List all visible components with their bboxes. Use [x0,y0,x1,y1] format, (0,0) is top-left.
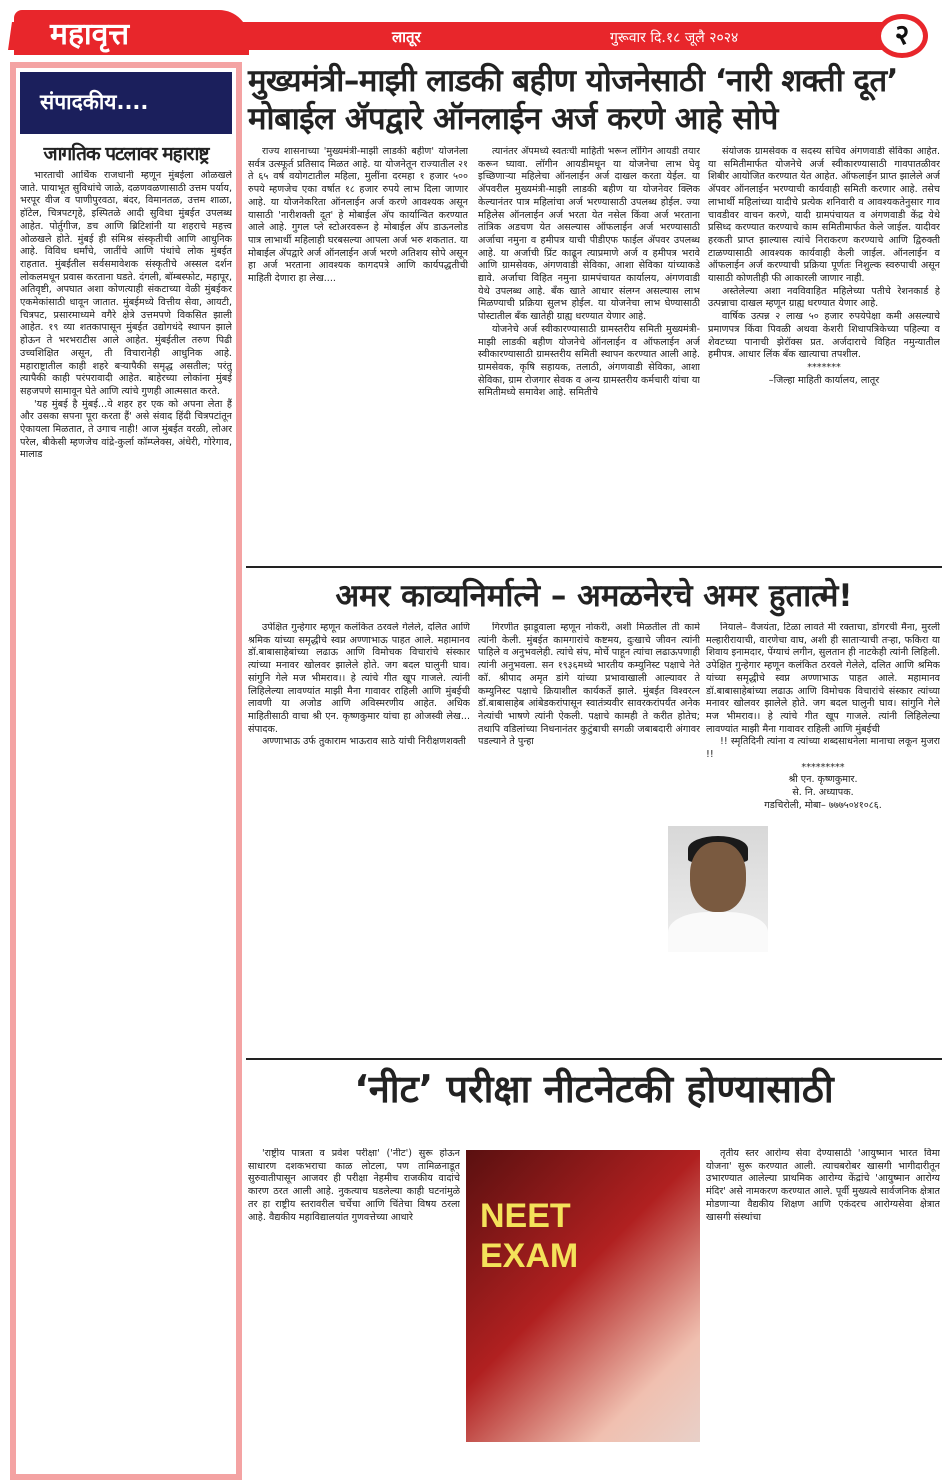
paragraph: नियाले– वैजयंता, टिळा लावते मी रक्ताचा, डोंगरची मैना, मुरली मल्हारीरायाची, वारणेचा वाघ, अशी ही साताऱ्याची तऱ्हा, फकिरा या शिवाय इनामदार, पेंग्याचं लगीन, सुलतान ही नाटकेही त्यांनी लिहिली. उपेक्षित गुन्हेगार म्हणून कलंकित ठरवले गेलेले, दलित आणि श्रमिक यांच्या समृद्धीचे स्वप्न अण्णाभाऊ पाहत आले. महामानव डॉ.बाबासाहेबांच्या लढाऊ आणि विमोचक विचारांचे संस्कार त्यांच्या मनावर खोलवर झालेले होते. जग बदल घालुनी घाव। सांगुनि गेले मज भीमराव।। हे त्यांचे गीत खूप गाजले. त्यांनी लिहिलेल्या लावण्यांत माझी मैना गावावर राहिली आणि मुंबईची [706,622,940,735]
divider [246,1058,942,1060]
photo-caption: EXAM [480,1237,579,1275]
paragraph: वार्षिक उत्पन्न २ लाख ५० हजार रुपयेपेक्षा कमी असल्याचे प्रमाणपत्र किंवा पिवळी अथवा केशरी शिधापत्रिकेच्या पहिल्या व शेवटच्या पानाची झेरॉक्स प्रत. अर्जदाराचे विहित नमुन्यातील हमीपत्र. आधार लिंक बँक खात्याचा तपशील. [708,311,940,361]
paragraph: गिरणीत झाडूवाला म्हणून नोकरी, अशी मिळतील ती कामे त्यांनी केली. मुंबईत कामगारांचे कष्टमय, दुःखाचे जीवन त्यांनी पाहिले व अनुभवलेही. त्यांचे संप, मोर्चे पाहून त्यांचा लढाऊपणाही त्यांनी अनुभवला. सन १९३६मध्ये भारतीय कम्युनिस्ट पक्षाचे नेते कॉ. श्रीपाद अमृत डांगे यांच्या प्रभावाखाली आल्यावर ते कम्युनिस्ट पक्षाचे क्रियाशील कार्यकर्ते झाले. मुंबईत विश्वरत्न डॉ.बाबासाहेब आंबेडकरांपासून स्वातंत्र्यवीर सावरकरांपर्यंत अनेक नेत्यांची भाषणे त्यांनी ऐकली. पक्षाचे कामही ते करीत होतेच; तथापि वडिलांच्या निधनानंतर कुटुंबाची सगळी जबाबदारी अंगावर पडल्याने ते पुन्हा [478,622,700,748]
paragraph: 'यह मुंबई है मुंबई...ये शहर हर एक को अपना लेता हैं और उसका सपना पूरा करता हैं' असे संवाद हिंदी चित्रपटांतून ऐकायला मिळतात, ते उगाच नाही! आज मुंबईत वरळी, लोअर परेल, बीकेसी म्हणजेच वांद्रे-कुर्ला कॉम्प्लेक्स, अंधेरी, गोरेगाव, मालाड [20,398,232,461]
article3-col1 [248,1148,460,1480]
editorial-label: संपादकीय.... [20,72,232,134]
edition-city: लातूर [392,28,421,46]
paragraph: उपेक्षित गुन्हेगार म्हणून कलंकित ठरवले गेलेले, दलित आणि श्रमिक यांच्या समृद्धीचे स्वप्न अण्णाभाऊ पाहत आले. महामानव डॉ.बाबासाहेबांच्या लढाऊ आणि विमोचक विचारांचे संस्कार त्यांच्या मनावर खोलवर झालेले होते. जग बदल घालुनी घाव। सांगुनि गेले मज भीमराव।। हे त्यांचे गीत खूप गाजले. त्यांनी लिहिलेल्या लावण्यांत माझी मैना गावावर राहिली आणि मुंबईची लावणी या अजोड आणि अविस्मरणीय आहेत. अधिक माहितीसाठी वाचा श्री एन. कृष्णकुमार यांचा हा ओजस्वी लेख... संपादक. [248,622,470,735]
paragraph: योजनेचे अर्ज स्वीकारण्यासाठी ग्रामस्तरीय समिती मुख्यमंत्री-माझी लाडकी बहीण योजनेचे ऑनलाईन व ऑफलाईन अर्ज स्वीकारण्यासाठी ग्रामस्तरीय समिती स्थापन करण्यात आली आहे. ग्रामसेवक, कृषि सहायक, तलाठी, अंगणवाडी सेविका, आशा सेविका, ग्राम रोजगार सेवक व अन्य ग्रामस्तरीय कर्मचारी यांचा या समितीमध्ये समावेश आहे. समितीचे [478,323,700,399]
paragraph: त्यानंतर ॲपमध्ये स्वतःची माहिती भरून लॉगिन आयडी तयार करून घ्यावा. लॉगीन आयडीमधून या योजनेचा लाभ घेवू इच्छिणाऱ्या महिलेचा ऑनलाईन अर्ज दाखल करता येईल. या ॲपवरील मुख्यमंत्री-माझी लाडकी बहीण या योजनेवर क्लिक केल्यानंतर पात्र महिलांचा अर्ज भरण्यासाठी उपलब्ध होईल. ज्या महिलेस ऑनलाईन अर्ज भरता येत नसेल किंवा अर्ज भरताना तांत्रिक अडचण येत असल्यास ऑफलाईन अर्ज भरण्यासाठी अर्जाचा नमुना व हमीपत्र याची पीडीएफ फाईल ॲपवर उपलब्ध आहे. या अर्जाची प्रिंट काढून त्याप्रमाणे अर्ज व हमीपत्र भरावे आणि ग्रामसेवक, अंगणवाडी सेविका, आशा सेविका यांच्याकडे द्यावे. अर्जाचा विहित नमुना ग्रामपंचायत कार्यालय, अंगणवाडी येथे उपलब्ध आहे. बँक खाते आधार संलग्न असल्यास लाभ मिळण्याची प्रक्रिया सुलभ होईल. या योजनेचा लाभ घेण्यासाठी पोस्टातील बँक खातेही ग्राह्य धरण्यात येणार आहे. [478,146,700,323]
neet-exam-photo [466,1150,700,1442]
article2-col1 [248,622,470,1052]
newspaper-logo: महावृत्त [50,17,130,52]
article3-col2 [706,1148,940,1480]
headline-article1: मुख्यमंत्री–माझी लाडकी बहीण योजनेसाठी ‘नारी शक्ती दूत’ मोबाईल ॲपद्वारे ऑनलाईन अर्ज करणे आहे सोपे [248,63,898,137]
article2-col3 [706,622,940,1052]
paragraph: !! स्मृतिदिनी त्यांना व त्यांच्या शब्दसाधनेला मानाचा लकून मुजरा !! [706,736,940,761]
author-title: से. नि. अध्यापक. [792,787,854,799]
article1-col1 [248,146,468,560]
photo-caption: NEET [480,1197,571,1235]
source-credit: –जिल्हा माहिती कार्यालय, लातूर [768,374,880,386]
article1-col2 [478,146,700,560]
page-number: २ [876,14,928,58]
headline-article2: अमर काव्यनिर्मात्ने – अमळनेरचे अमर हुतात्मे! [335,578,853,614]
author-name: श्री एन. कृष्णकुमार. [788,774,858,786]
article1-col3 [708,146,940,560]
paragraph: तृतीय स्तर आरोग्य सेवा देण्यासाठी 'आयुष्मान भारत विमा योजना' सुरू करण्यात आली. त्याचबरोबर खासगी भागीदारीतून उभारण्यात आलेल्या प्राथमिक आरोग्य केंद्रांचे 'आयुष्मान आरोग्य मंदिर' असे नामकरण करण्यात आले. पूर्वी मुख्यत्वे सार्वजनिक क्षेत्रात मोडणाऱ्या वैद्यकीय शिक्षण आणि एकंदरच आरोग्यसेवा क्षेत्रात खासगी संस्थांचा [706,1148,940,1223]
paragraph: भारताची आर्थिक राजधानी म्हणून मुंबईला ओळखले जाते. पायाभूत सुविधांचे जाळे, दळणवळणासाठी उत्तम पर्याय, भरपूर वीज व पाणीपुरवठा, बंदर, विमानतळ, उत्तम शाळा, हॉटेल, चित्रपटगृहे, इस्पितळे आदी सुविधा मुंबईत उपलब्ध आहेत. पोर्तुगीज, डच आणि ब्रिटिशांनी या शहराचे महत्त्व ओळखले होते. मुंबई ही संमिश्र संस्कृतीची आणि आधुनिक आहे. विविध धर्मांचे, जातींचे आणि पंथांचे लोक मुंबईत राहतात. मुंबईतील सर्वसमावेशक संस्कृतीचे अस्सल दर्शन लोकलमधून प्रवास करताना घडते. दंगली, बॉम्बस्फोट, महापूर, अतिवृष्टी, अपघात अशा कोणत्याही संकटाच्या वेळी मुंबईकर एकमेकांसाठी धावून जातात. मुंबईमध्ये वित्तीय सेवा, आयटी, चित्रपट, प्रसारमाध्यमे वगैरे क्षेत्रे उत्तमपणे विकसित झाली आहेत. १९ व्या शतकापासून मुंबईत उद्योगधंदे स्थापन झाले होऊन ते भरभराटीस आले आहेत. मुंबईतील तरुण पिढी उच्चशिक्षित असून, ती विचारानेही आधुनिक आहे. महाराष्ट्रातील काही शहरे बऱ्यापैकी समृद्ध असतील; परंतु त्यापैकी काही परंपरावादी आहेत. बाहेरच्या लोकांना मुंबई सहजपणे सामावून घेते आणि त्यांचे गुणही आत्मसात करते. [20,170,232,397]
header-band [8,22,917,50]
editorial-title: जागतिक पटलावर महाराष्ट्र [43,143,209,165]
author-contact: गडचिरोली, मोबा– ७७७५०४१०८६. [764,799,882,811]
divider [246,566,942,568]
paragraph: राज्य शासनाच्या 'मुख्यमंत्री-माझी लाडकी बहीण' योजनेला सर्वत्र उत्स्फूर्त प्रतिसाद मिळत आहे. या योजनेतून राज्यातील २१ ते ६५ वर्ष वयोगटातील महिला, मुलींना दरमहा १ हजार ५०० रुपये म्हणजेच एका वर्षात १८ हजार रुपये लाभ दिला जाणार आहे. या योजनेकरिता ऑनलाईन अर्ज करणे आवश्यक असून यासाठी 'नारीशक्ती दूत' हे मोबाईल ॲप कार्यान्वित करण्यात आले आहे. गुगल प्ले स्टोअरवरून हे मोबाईल ॲप डाऊनलोड पात्र लाभार्थी महिलाही घरबसल्या आपला अर्ज भरु शकतात. या मोबाईल ॲपद्वारे अर्ज ऑनलाईन अर्ज भरणे अतिशय सोपे असून हा अर्ज भरताना आवश्यक कागदपत्रे आणि कार्यपद्धतीची माहिती देणारा हा लेख.... [248,146,468,285]
issue-date: गुरूवार दि.१८ जूलै २०२४ [610,30,739,46]
paragraph: अस्तेलेल्या अशा नवविवाहित महिलेच्या पतीचे रेशनकार्ड हे उत्पन्नाचा दाखल म्हणून ग्राह्य धरण्यात येणार आहे. [708,285,940,310]
separator-stars: ********* [801,761,845,773]
paragraph: अण्णाभाऊ उर्फ तुकाराम भाऊराव साठे यांची निरीक्षणशक्ती [262,736,466,748]
separator-stars: ******* [807,361,841,373]
paragraph: संयोजक ग्रामसेवक व सदस्य सचिव अंगणवाडी सेविका आहेत. या समितीमार्फत योजनेचे अर्ज स्वीकारण्यासाठी गावपातळीवर शिबीर आयोजित करण्यात येत आहेत. ऑफलाईन प्राप्त झालेले अर्ज ॲपवर ऑनलाईन भरण्याची कार्यवाही समिती करणार आहे. तसेच लाभार्थी महिलांच्या यादीचे प्रत्येक शनिवारी व आवश्यकतेनुसार गाव चावडीवर वाचन करणे, यादी ग्रामपंचायत व अंगणवाडी केंद्र येथे प्रसिध्द करण्यात करण्याचे काम समितीमार्फत केले जाईल. यादीवर हरकती प्राप्त झाल्यास त्यांचे निराकरण करण्याचे आणि द्विरुक्ती टाळण्यासाठी आवश्यक कार्यवाही केली जाईल. ऑनलाईन व ऑफलाईन अर्ज करण्याची प्रक्रिया पूर्णतः निशुल्क स्वरुपाची असून यासाठी कोणतीही फी आकारली जाणार नाही. [708,146,940,285]
article2-col2 [478,622,700,822]
paragraph: 'राष्ट्रीय पात्रता व प्रवेश परीक्षा' ('नीट') सुरू होऊन साधारण दशकभराचा काळ लोटला, पण तामिळनाडूत सुरुवातीपासून आजवर ही परीक्षा नेहमीच राजकीय वादांचे कारण ठरत आली आहे. नुकत्याच घडलेल्या काही घटनांमुळे तर हा राष्ट्रीय स्तरावरील चर्चेचा आणि चिंतेचा विषय ठरला आहे. वैद्यकीय महाविद्यालयांत गुणवत्तेच्या आधारे [248,1148,460,1223]
editorial-column [10,62,242,1480]
headline-article3: ‘नीट’ परीक्षा नीटनेटकी होण्यासाठी [354,1067,834,1111]
